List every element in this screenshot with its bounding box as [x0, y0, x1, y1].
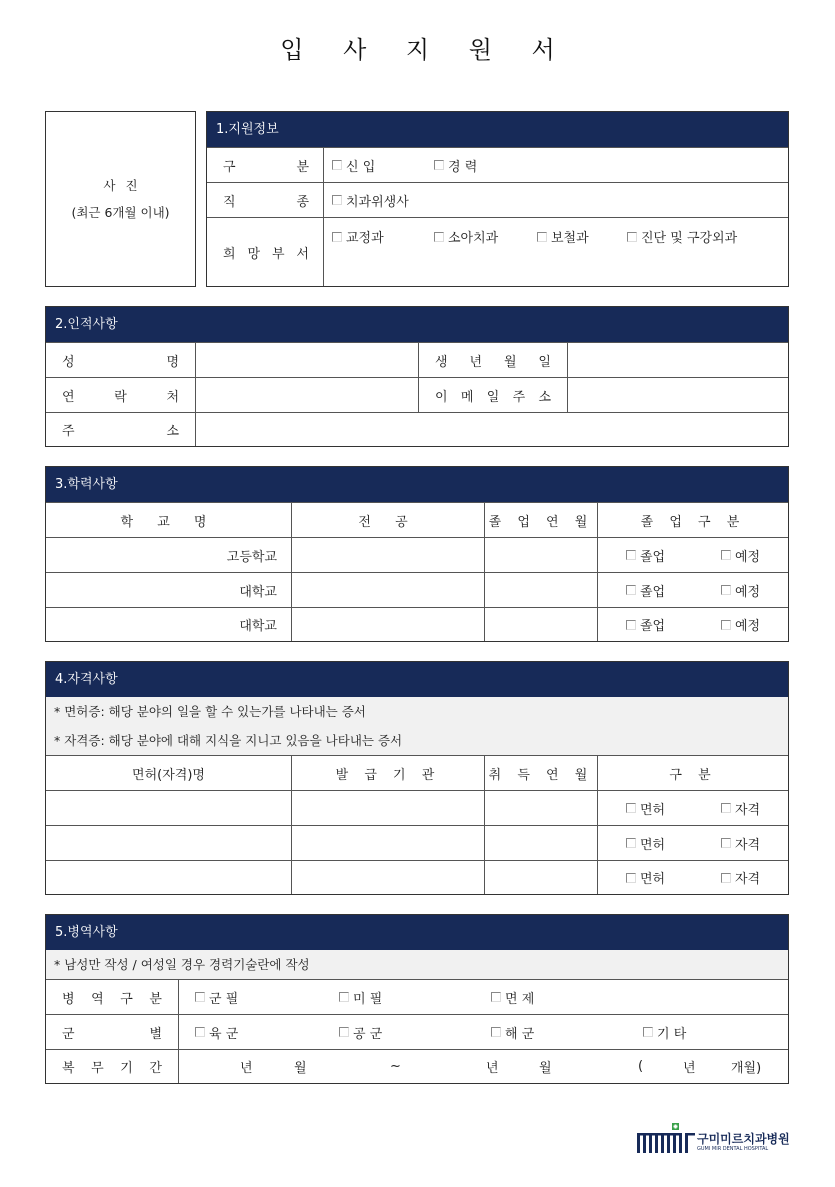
label-military-status: 병 역 구 분 [62, 991, 162, 1007]
service-period-field[interactable] [178, 1050, 788, 1083]
checkbox-certificate[interactable]: 자격 [721, 868, 760, 887]
email-field[interactable] [567, 378, 788, 412]
checkbox-license[interactable]: 면허 [626, 799, 665, 818]
checkbox-not-served[interactable]: 미 필 [339, 988, 382, 1007]
checkbox-army[interactable]: 육 군 [195, 1023, 238, 1042]
section-licenses [45, 661, 789, 895]
logo-korean-name: 구미미르치과병원 [697, 1132, 790, 1146]
graduation-date-field[interactable] [484, 538, 597, 572]
table-row [46, 607, 788, 641]
photo-note: (최근 6개월 이내) [71, 205, 170, 220]
checkbox-pediatric[interactable]: 소아치과 [434, 227, 498, 246]
contact-field[interactable] [195, 378, 418, 412]
section-personal-info [45, 306, 789, 447]
school-name: 대학교 [239, 619, 277, 634]
column-issuer: 발 급 기 관 [291, 756, 484, 790]
issuer-field[interactable] [291, 861, 484, 894]
label-job: 직 종 [223, 194, 309, 210]
label-category: 구 분 [223, 159, 309, 175]
checkbox-air-force[interactable]: 공 군 [339, 1023, 382, 1042]
table-row [46, 860, 788, 894]
graduation-date-field[interactable] [484, 608, 597, 641]
table-row [46, 537, 788, 572]
label-email: 이 메 일 주 소 [418, 378, 567, 412]
note-certificate: * 자격증: 해당 분야에 대해 지식을 지니고 있음을 나타내는 증서 [46, 726, 788, 755]
checkbox-license[interactable]: 면허 [626, 868, 665, 887]
checkbox-certificate[interactable]: 자격 [721, 799, 760, 818]
section-header: 4.자격사항 [46, 662, 788, 697]
school-name: 대학교 [239, 584, 277, 600]
period-year-end: 년 [486, 1061, 499, 1076]
column-major: 전 공 [291, 503, 484, 537]
address-field[interactable] [195, 413, 788, 446]
checkbox-oral-surgery[interactable]: 진단 및 구강외과 [627, 227, 737, 246]
hospital-logo [637, 1122, 790, 1158]
checkbox-graduated[interactable]: 졸업 [626, 615, 665, 634]
checkbox-expected[interactable]: 예정 [721, 581, 760, 600]
label-contact: 연 락 처 [62, 389, 179, 405]
checkbox-served[interactable]: 군 필 [195, 988, 238, 1007]
checkbox-new[interactable]: 신 입 [332, 156, 375, 175]
label-address: 주 소 [62, 424, 179, 439]
column-license-name: 면허(자격)명 [132, 767, 205, 783]
acquired-date-field[interactable] [484, 791, 597, 825]
license-name-field[interactable] [46, 861, 291, 894]
section-header: 3.학력사항 [46, 467, 788, 502]
label-name: 성 명 [62, 354, 179, 370]
birthdate-field[interactable] [567, 343, 788, 377]
period-year-start: 년 [240, 1061, 253, 1076]
checkbox-prosthodontics[interactable]: 보철과 [537, 227, 589, 246]
period-month-start: 월 [294, 1061, 307, 1076]
page-title: 입 사 지 원 서 [280, 36, 571, 64]
major-field[interactable] [291, 573, 484, 607]
note-military: * 남성만 작성 / 여성일 경우 경력기술란에 작성 [46, 950, 788, 979]
label-service-period: 복 무 기 간 [62, 1061, 162, 1076]
checkbox-expected[interactable]: 예정 [721, 615, 760, 634]
label-department: 희 망 부 서 [223, 246, 309, 262]
period-years: 년 [683, 1061, 696, 1076]
column-type: 구 분 [597, 756, 788, 790]
column-school: 학 교 명 [120, 514, 217, 530]
photo-box[interactable] [45, 111, 196, 287]
table-row [46, 825, 788, 860]
checkbox-graduated[interactable]: 졸업 [626, 546, 665, 565]
label-branch: 군 별 [62, 1026, 162, 1042]
checkbox-graduated[interactable]: 졸업 [626, 581, 665, 600]
checkbox-exempt[interactable]: 면 제 [491, 988, 534, 1007]
checkbox-license[interactable]: 면허 [626, 834, 665, 853]
period-months: 개월) [731, 1061, 762, 1076]
license-name-field[interactable] [46, 826, 291, 860]
issuer-field[interactable] [291, 826, 484, 860]
period-month-end: 월 [539, 1061, 552, 1076]
checkbox-experienced[interactable]: 경 력 [434, 156, 477, 175]
column-acquired-date: 취 득 연 월 [484, 756, 597, 790]
label-birthdate: 생 년 월 일 [418, 343, 567, 377]
section-header: 5.병역사항 [46, 915, 788, 950]
photo-label: 사진 [103, 178, 148, 193]
graduation-date-field[interactable] [484, 573, 597, 607]
table-row [46, 790, 788, 825]
note-license: * 면허증: 해당 분야의 일을 할 수 있는가를 나타내는 증서 [46, 697, 788, 726]
checkbox-orthodontics[interactable]: 교정과 [332, 227, 384, 246]
checkbox-other[interactable]: 기 타 [643, 1023, 686, 1042]
section-application-info [206, 111, 789, 287]
acquired-date-field[interactable] [484, 861, 597, 894]
name-field[interactable] [195, 343, 418, 377]
checkbox-certificate[interactable]: 자격 [721, 834, 760, 853]
table-row [46, 572, 788, 607]
period-paren: ( [638, 1059, 644, 1074]
checkbox-expected[interactable]: 예정 [721, 546, 760, 565]
checkbox-hygienist[interactable]: 치과위생사 [332, 191, 409, 210]
column-graduation-status: 졸 업 구 분 [597, 503, 788, 537]
major-field[interactable] [291, 608, 484, 641]
major-field[interactable] [291, 538, 484, 572]
acquired-date-field[interactable] [484, 826, 597, 860]
section-header: 2.인적사항 [46, 307, 788, 342]
logo-english-name: GUMI MIR DENTAL HOSPITAL [697, 1146, 769, 1152]
license-name-field[interactable] [46, 791, 291, 825]
column-graduation-date: 졸 업 연 월 [484, 503, 597, 537]
school-name: 고등학교 [226, 549, 277, 565]
section-header: 1.지원정보 [207, 112, 788, 147]
period-tilde: ~ [390, 1059, 401, 1074]
checkbox-navy[interactable]: 해 군 [491, 1023, 534, 1042]
section-education [45, 466, 789, 642]
section-military [45, 914, 789, 1084]
issuer-field[interactable] [291, 791, 484, 825]
